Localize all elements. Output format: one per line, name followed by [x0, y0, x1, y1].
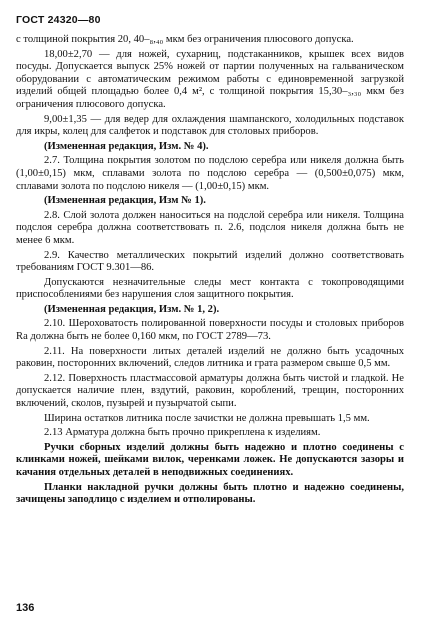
clause-2-7: 2.7. Толщина покрытия золотом по подслою серебра или никеля должна быть (1,00±0,15) мкм, сплавами золота по подслою серебра — (0,500±0,075) мкм, сплавами золота по подслою никеля — (1,00±0,15) мкм.: [16, 155, 404, 192]
paragraph: 9,00±1,35 — для ведер для охлаждения шампанского, холодильных подставок для икры, колец для салфеток и подставок для столовых приборов.: [16, 113, 404, 138]
clause-2-9: 2.9. Качество металлических покрытий изделий должно соответствовать требованиям ГОСТ 9.301—86.: [16, 249, 404, 274]
clause-2-8: 2.8. Слой золота должен наноситься на подслой серебра или никеля. Толщина подслоя серебра должна соответствовать п. 2.6, подслоя никеля должна быть не менее 6 мкм.: [16, 209, 404, 246]
clause-2-11: 2.11. На поверхности литых деталей изделий не должно быть усадочных раковин, посторонних включений, следов литника и грата размером свыше 0,5 мм.: [16, 345, 404, 370]
paragraph: 18,00±2,70 — для ножей, сухарниц, подстаканников, крышек всех видов посуды. Допускается выпуск 25% ножей от партии полученных на гальваническом оборудовании с автоматическим режимом работы с единовременной загрузкой изделий общей площадью более 0,4 м², с толщиной покрытия 15,30–₃,₃₀ мкм без ограничения плюсового допуска.: [16, 48, 404, 110]
amendment-note: (Измененная редакция, Изм. № 4).: [44, 140, 209, 152]
clause-2-13: 2.13 Арматура должна быть прочно прикреплена к изделиям.: [44, 427, 321, 439]
clause-2-10: 2.10. Шероховатость полированной поверхности посуды и столовых приборов Ra должна быть не более 0,160 мкм, по ГОСТ 2789—73.: [16, 318, 404, 343]
page-number: 136: [16, 602, 35, 614]
clause-2-12: 2.12. Поверхность пластмассовой арматуры должна быть чистой и гладкой. Не допускается наличие плен, вздутий, раковин, короблений, трещин, посторонних включений, сколов, пузырей и пузырчатой сыпи.: [16, 372, 404, 410]
paragraph: Планки накладной ручки должны быть плотно и надежно соединены, зачищены заподлицо с изделием и отполированы.: [16, 481, 404, 506]
amendment-note: (Измененная редакция, Изм. № 1, 2).: [44, 303, 220, 315]
paragraph: Ширина остатков литника после зачистки не должна превышать 1,5 мм.: [44, 412, 370, 424]
amendment-note: (Измененная редакция, Изм № 1).: [44, 195, 206, 207]
paragraph: Ручки сборных изделий должны быть надежно и плотно соединены с клинками ножей, шейками вилок, черенками ложек. Не допускаются зазоры и качания отдельных деталей в неподвижных соединениях.: [16, 441, 404, 478]
paragraph: Допускаются незначительные следы мест контакта с токопроводящими приспособлениями без нарушения слоя защитного покрытия.: [16, 276, 404, 301]
document-header: ГОСТ 24320—80: [16, 14, 101, 26]
paragraph: с толщиной покрытия 20, 40–₈,₄₀ мкм без ограничения плюсового допуска.: [16, 34, 354, 45]
document-body: [16, 34, 404, 509]
